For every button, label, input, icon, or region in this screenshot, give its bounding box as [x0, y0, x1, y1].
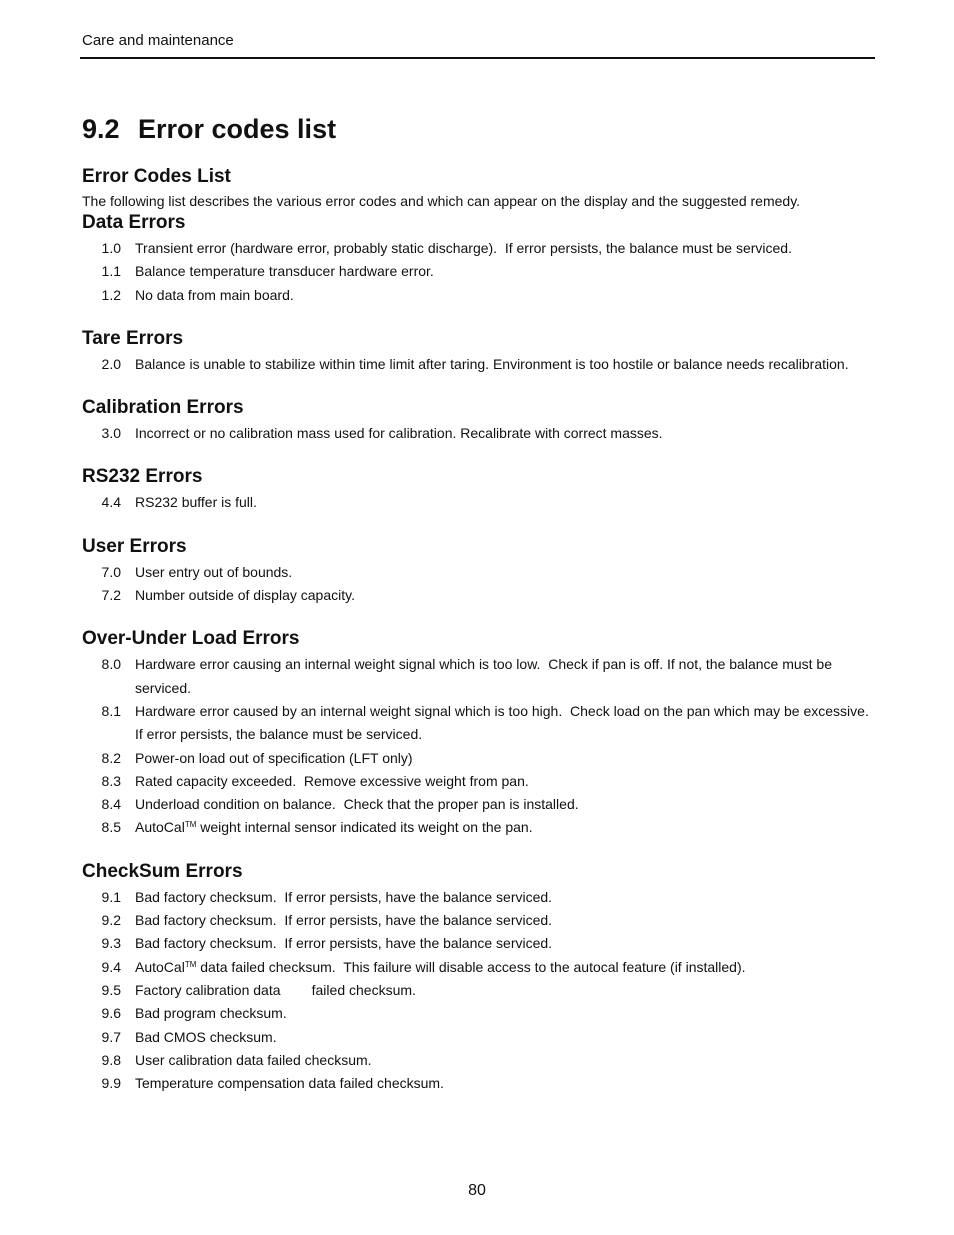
error-code-item — [82, 909, 877, 932]
trademark-mark: TM — [184, 959, 197, 969]
group-heading: CheckSum Errors — [82, 860, 243, 882]
page-number: 80 — [468, 1182, 486, 1199]
group-heading: Calibration Errors — [82, 397, 244, 419]
error-code: 9.7 — [101, 1028, 121, 1045]
error-description: Transient error (hardware error, probably static discharge). If error persists, the balance must be serviced. — [135, 240, 792, 256]
error-description: Bad program checksum. — [135, 1005, 287, 1022]
error-code-item — [82, 1049, 877, 1072]
error-description: Rated capacity exceeded. Remove excessive weight from pan. — [135, 772, 529, 789]
error-description: Bad factory checksum. If error persists, have the balance serviced. — [135, 912, 553, 929]
error-code-item — [82, 653, 877, 700]
error-description: Power-on load out of specification (LFT only) — [135, 749, 413, 766]
error-description: Temperature compensation data failed checksum. — [135, 1075, 444, 1092]
error-code-list — [82, 886, 877, 1096]
error-code: 3.0 — [101, 425, 121, 442]
error-code: 8.3 — [101, 772, 121, 789]
error-code-item — [82, 1002, 877, 1025]
error-code: 8.2 — [101, 749, 121, 766]
error-code-item — [82, 747, 877, 770]
error-description: Bad factory checksum. If error persists, have the balance serviced. — [135, 888, 553, 905]
error-code-item — [82, 422, 877, 445]
error-group-data-errors — [82, 211, 877, 307]
error-code: 1.2 — [101, 286, 121, 303]
description-part: AutoCal — [135, 958, 185, 975]
error-code: 9.3 — [101, 935, 121, 952]
error-code: 9.1 — [101, 888, 121, 905]
error-code: 8.5 — [101, 819, 121, 836]
error-code: 1.1 — [101, 263, 121, 280]
error-code: 7.0 — [101, 563, 121, 580]
error-code-list — [82, 422, 877, 445]
error-code-item — [82, 770, 877, 793]
error-description: RS232 buffer is full. — [135, 494, 257, 511]
error-description: Bad CMOS checksum. — [135, 1028, 277, 1045]
error-group-user-errors — [82, 535, 877, 608]
running-header: Care and maintenance — [82, 32, 234, 49]
error-code-list — [82, 353, 877, 376]
error-code: 2.0 — [101, 355, 121, 372]
description-part: AutoCal — [135, 819, 185, 836]
error-code-item — [82, 561, 877, 584]
error-code-item — [82, 260, 877, 283]
error-code-item — [82, 1026, 877, 1049]
error-code: 8.1 — [101, 702, 121, 719]
error-code-item — [82, 584, 877, 607]
intro-block — [82, 165, 877, 211]
group-heading: RS232 Errors — [82, 466, 203, 488]
intro-text: The following list describes the various error codes and which can appear on the display and the suggested remedy. — [82, 193, 801, 209]
error-code-list — [82, 491, 877, 514]
error-description: Hardware error causing an internal weight signal which is too low. Check if pan is off. If not, the balance must be serviced. — [135, 656, 836, 696]
error-description: Balance temperature transducer hardware error. — [135, 263, 434, 280]
header-rule — [80, 57, 875, 59]
error-code-item — [82, 284, 877, 307]
error-code: 4.4 — [101, 494, 121, 511]
error-description: Incorrect or no calibration mass used for calibration. Recalibrate with correct masses. — [135, 425, 663, 442]
section-title — [82, 114, 336, 145]
description-part: weight internal sensor indicated its weight on the pan. — [196, 819, 533, 836]
error-code: 9.6 — [101, 1005, 121, 1022]
section-number: 9.2 — [82, 114, 120, 144]
error-code: 8.4 — [101, 796, 121, 813]
error-code-item — [82, 816, 877, 839]
error-code-item — [82, 979, 877, 1002]
error-code-list — [82, 561, 877, 608]
error-code-list — [82, 653, 877, 839]
error-code-item — [82, 956, 877, 979]
error-description — [135, 816, 877, 839]
error-code-item — [82, 491, 877, 514]
error-codes-content — [82, 165, 877, 1095]
group-heading: Data Errors — [82, 212, 186, 233]
error-group-rs232-errors — [82, 465, 877, 514]
error-description: User calibration data failed checksum. — [135, 1051, 372, 1068]
error-code-item — [82, 886, 877, 909]
error-code: 1.0 — [101, 240, 121, 256]
error-description: User entry out of bounds. — [135, 563, 293, 580]
error-group-over-under-load-errors — [82, 627, 877, 839]
error-code: 9.9 — [101, 1075, 121, 1092]
error-code-item — [82, 1072, 877, 1095]
error-code: 7.2 — [101, 587, 121, 604]
group-heading: Over-Under Load Errors — [82, 628, 300, 650]
description-part: data failed checksum. This failure will disable access to the autocal feature (if installed). — [196, 958, 746, 975]
error-description — [135, 956, 877, 979]
error-code-item — [82, 700, 877, 747]
error-code: 9.5 — [101, 981, 121, 998]
error-description: Bad factory checksum. If error persists, have the balance serviced. — [135, 935, 553, 952]
error-code: 9.8 — [101, 1051, 121, 1068]
error-description: Balance is unable to stabilize within time limit after taring. Environment is too hostile or balance needs recalibration. — [135, 355, 849, 372]
error-code-item — [82, 793, 877, 816]
section-title-text: Error codes list — [138, 114, 337, 144]
error-code: 8.0 — [101, 656, 121, 673]
error-code: 9.2 — [101, 912, 121, 929]
error-group-calibration-errors — [82, 396, 877, 445]
group-heading: User Errors — [82, 535, 187, 557]
error-code: 9.4 — [101, 958, 121, 975]
group-heading: Tare Errors — [82, 327, 184, 349]
error-description: Hardware error caused by an internal weight signal which is too high. Check load on the pan which may be excessive. If error persists, the balance must be serviced. — [135, 702, 877, 743]
error-description: No data from main board. — [135, 286, 294, 303]
error-group-tare-errors — [82, 327, 877, 376]
error-code-list — [82, 237, 877, 307]
error-code-item — [82, 932, 877, 955]
error-group-checksum-errors — [82, 860, 877, 1096]
error-code-item — [82, 353, 877, 376]
intro-heading: Error Codes List — [82, 166, 231, 187]
trademark-mark: TM — [184, 820, 197, 830]
error-description: Underload condition on balance. Check that the proper pan is installed. — [135, 796, 579, 813]
error-description: Factory calibration data failed checksum. — [135, 981, 416, 998]
error-description: Number outside of display capacity. — [135, 587, 355, 604]
error-code-item — [82, 237, 877, 260]
